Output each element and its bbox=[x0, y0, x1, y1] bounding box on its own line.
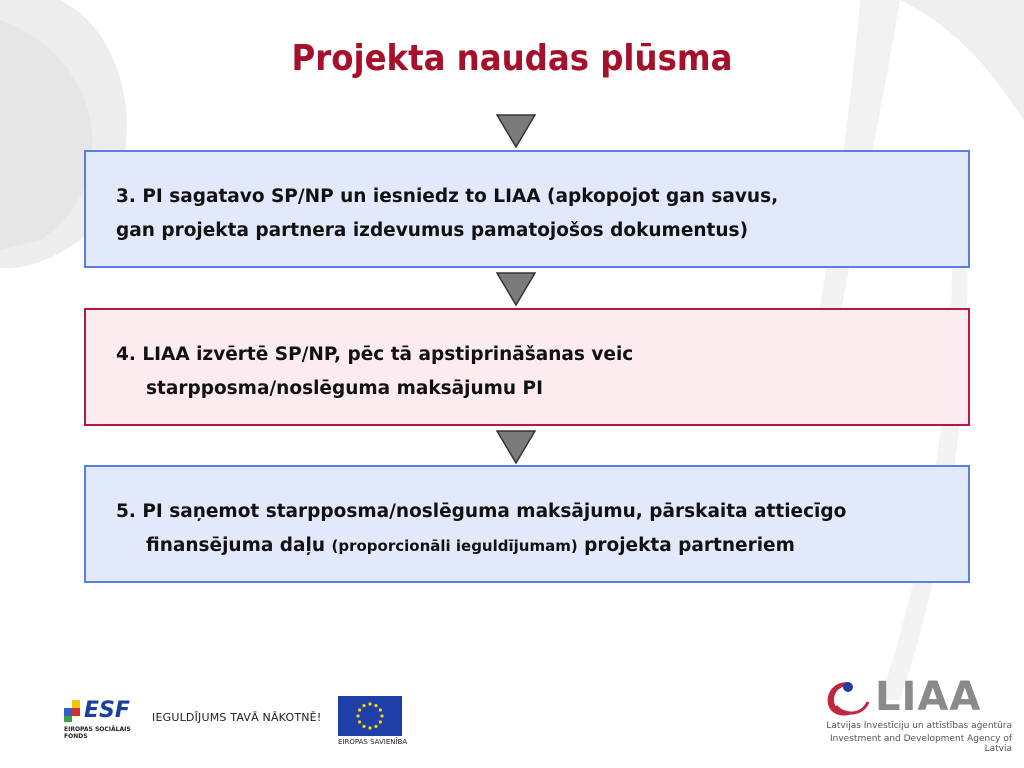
eu-flag-icon bbox=[338, 696, 402, 736]
liaa-subtitle-en: Investment and Development Agency of Latvia bbox=[830, 734, 1012, 754]
step-5-line2 bbox=[116, 529, 938, 563]
down-arrow-icon bbox=[496, 114, 536, 148]
step-5-line1: 5. PI saņemot starpposma/noslēguma maksājumu, pārskaita attiecīgo bbox=[116, 501, 847, 522]
esf-caption: EIROPAS SOCIĀLAIS FONDS bbox=[64, 726, 131, 740]
esf-logo bbox=[62, 696, 142, 750]
step-4-box bbox=[84, 308, 970, 426]
eu-caption: EIROPAS SAVIENĪBA bbox=[338, 738, 408, 746]
step-5-line2-small: (proporcionāli ieguldījumam) bbox=[331, 537, 578, 555]
esf-logo-text: ESF bbox=[84, 698, 130, 723]
down-arrow-icon bbox=[496, 272, 536, 306]
step-5-text bbox=[116, 495, 938, 563]
step-4-text bbox=[116, 338, 938, 406]
step-3-line1: 3. PI sagatavo SP/NP un iesniedz to LIAA (apkopojot gan savus, bbox=[116, 186, 779, 207]
step-4-line1: 4. LIAA izvērtē SP/NP, pēc tā apstiprināšanas veic bbox=[116, 344, 634, 365]
step-3-line2: gan projekta partnera izdevumus pamatojošos dokumentus) bbox=[116, 220, 749, 241]
step-3-text bbox=[116, 180, 938, 248]
down-arrow-icon bbox=[496, 430, 536, 464]
liaa-logo-text: LIAA bbox=[875, 674, 982, 720]
liaa-subtitle-lv: Latvijas Investīciju un attīstības aģentūra bbox=[826, 721, 1012, 731]
page-title: Projekta naudas plūsma bbox=[291, 38, 733, 79]
step-5-line2-b: projekta partneriem bbox=[577, 535, 795, 556]
step-3-box bbox=[84, 150, 970, 268]
step-5-box bbox=[84, 465, 970, 583]
slogan-text: IEGULDĪJUMS TAVĀ NĀKOTNĒ! bbox=[152, 711, 322, 724]
step-5-line2-a: finansējuma daļu bbox=[146, 535, 332, 556]
step-4-line2: starpposma/noslēguma maksājumu PI bbox=[146, 378, 543, 399]
liaa-emblem-icon bbox=[822, 676, 874, 720]
